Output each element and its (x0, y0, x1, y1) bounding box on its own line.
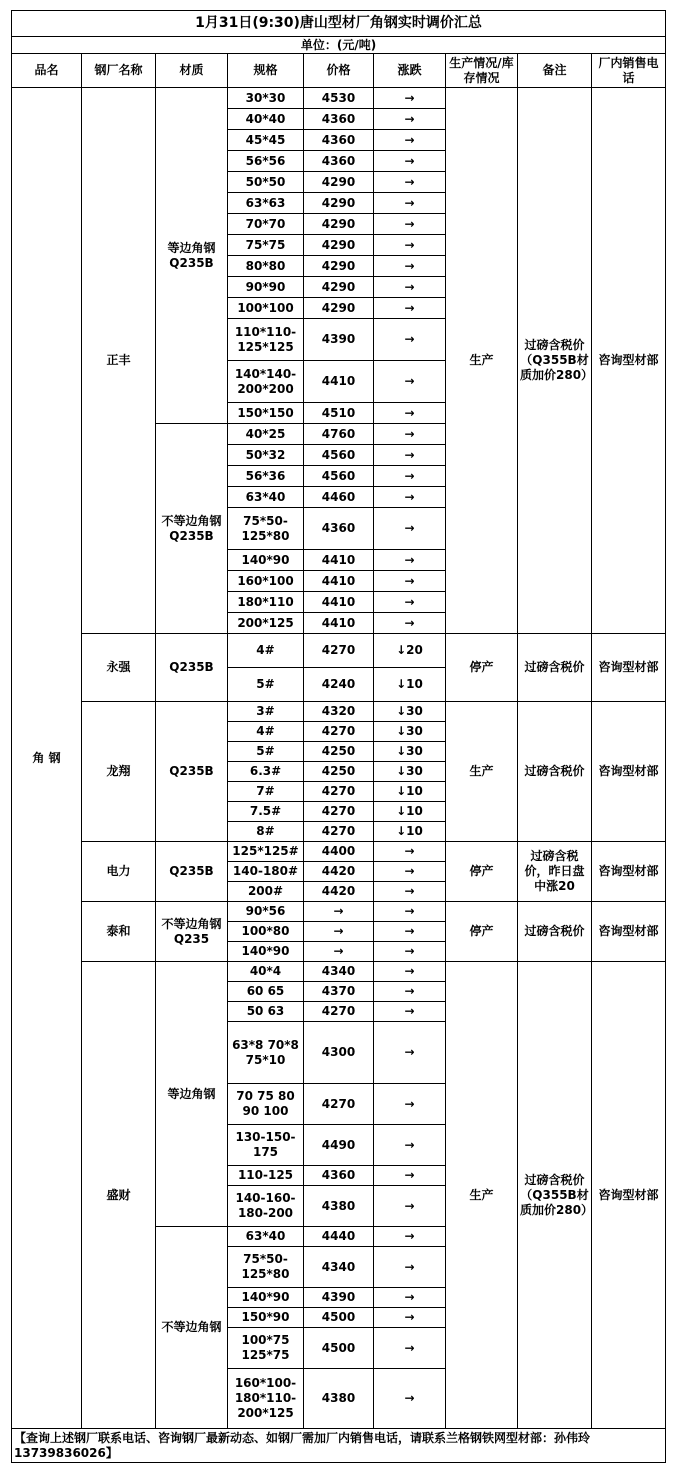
table-row (12, 842, 666, 862)
spec: 4# (228, 722, 304, 742)
change: → (374, 571, 446, 592)
spec: 200# (228, 882, 304, 902)
change: ↓10 (374, 822, 446, 842)
mill-name: 泰和 (82, 902, 156, 962)
change: → (374, 882, 446, 902)
price: 4300 (304, 1022, 374, 1084)
price: 4290 (304, 277, 374, 298)
change: → (374, 922, 446, 942)
unit-row (12, 37, 666, 54)
spec: 70 75 80 90 100 (228, 1084, 304, 1125)
spec: 110-125 (228, 1166, 304, 1186)
price: → (304, 922, 374, 942)
price: 4360 (304, 109, 374, 130)
change: → (374, 1186, 446, 1227)
table-row (12, 962, 666, 982)
change: → (374, 424, 446, 445)
spec: 150*90 (228, 1308, 304, 1328)
price: 4240 (304, 668, 374, 702)
change: ↓30 (374, 762, 446, 782)
spec: 100*75 125*75 (228, 1328, 304, 1369)
mill-name: 龙翔 (82, 702, 156, 842)
price: 4290 (304, 193, 374, 214)
change: ↓10 (374, 802, 446, 822)
price: 4290 (304, 172, 374, 193)
change: → (374, 1002, 446, 1022)
change: ↓30 (374, 702, 446, 722)
column-header: 规格 (228, 54, 304, 88)
price: 4400 (304, 842, 374, 862)
price: 4380 (304, 1186, 374, 1227)
spec: 45*45 (228, 130, 304, 151)
price: 4410 (304, 592, 374, 613)
change: → (374, 942, 446, 962)
spec: 90*56 (228, 902, 304, 922)
price: 4390 (304, 1288, 374, 1308)
price: 4410 (304, 571, 374, 592)
column-header: 钢厂名称 (82, 54, 156, 88)
change: → (374, 1125, 446, 1166)
mill-name: 永强 (82, 634, 156, 702)
spec: 63*8 70*8 75*10 (228, 1022, 304, 1084)
change: → (374, 982, 446, 1002)
spec: 63*40 (228, 1227, 304, 1247)
price: 4390 (304, 319, 374, 361)
sales-phone: 咨询型材部 (592, 962, 666, 1429)
price: 4250 (304, 742, 374, 762)
change: → (374, 1369, 446, 1429)
price: 4340 (304, 1247, 374, 1288)
change: → (374, 403, 446, 424)
spec: 30*30 (228, 88, 304, 109)
spec: 8# (228, 822, 304, 842)
change: → (374, 109, 446, 130)
change: → (374, 1166, 446, 1186)
spec: 5# (228, 668, 304, 702)
spec: 6.3# (228, 762, 304, 782)
spec: 160*100-180*110-200*125 (228, 1369, 304, 1429)
column-header: 材质 (156, 54, 228, 88)
spec: 70*70 (228, 214, 304, 235)
price: 4270 (304, 722, 374, 742)
spec: 200*125 (228, 613, 304, 634)
material: 等边角钢 (156, 962, 228, 1227)
price: 4340 (304, 962, 374, 982)
price: 4410 (304, 613, 374, 634)
change: → (374, 962, 446, 982)
change: → (374, 445, 446, 466)
change: → (374, 214, 446, 235)
spec: 50 63 (228, 1002, 304, 1022)
spec: 100*80 (228, 922, 304, 942)
sales-phone: 咨询型材部 (592, 634, 666, 702)
change: → (374, 151, 446, 172)
price: 4510 (304, 403, 374, 424)
spec: 40*25 (228, 424, 304, 445)
remark: 过磅含税价（Q355B材质加价280） (518, 88, 592, 634)
spec: 80*80 (228, 256, 304, 277)
mill-name: 盛财 (82, 962, 156, 1429)
price: 4440 (304, 1227, 374, 1247)
column-header: 生产情况/库存情况 (446, 54, 518, 88)
material: Q235B (156, 842, 228, 902)
change: ↓30 (374, 742, 446, 762)
change: → (374, 1288, 446, 1308)
price: 4270 (304, 802, 374, 822)
change: → (374, 319, 446, 361)
change: ↓10 (374, 782, 446, 802)
change: → (374, 1022, 446, 1084)
price: 4380 (304, 1369, 374, 1429)
mill-name: 正丰 (82, 88, 156, 634)
remark: 过磅含税价 (518, 634, 592, 702)
spec: 140-160-180-200 (228, 1186, 304, 1227)
spec: 60 65 (228, 982, 304, 1002)
sales-phone: 咨询型材部 (592, 842, 666, 902)
sales-phone: 咨询型材部 (592, 88, 666, 634)
price: 4370 (304, 982, 374, 1002)
price-table (11, 10, 666, 1463)
change: → (374, 1084, 446, 1125)
change: → (374, 1227, 446, 1247)
spec: 3# (228, 702, 304, 722)
product-name: 角 钢 (12, 88, 82, 1429)
change: → (374, 277, 446, 298)
price: 4360 (304, 151, 374, 172)
change: → (374, 1247, 446, 1288)
spec: 4# (228, 634, 304, 668)
sales-phone: 咨询型材部 (592, 902, 666, 962)
column-header: 价格 (304, 54, 374, 88)
change: → (374, 172, 446, 193)
spec: 140*90 (228, 1288, 304, 1308)
production-status: 生产 (446, 88, 518, 634)
spec: 5# (228, 742, 304, 762)
price: 4420 (304, 882, 374, 902)
spec: 130-150-175 (228, 1125, 304, 1166)
price: 4270 (304, 822, 374, 842)
remark: 过磅含税价 (518, 702, 592, 842)
price: 4760 (304, 424, 374, 445)
change: → (374, 193, 446, 214)
price: 4560 (304, 445, 374, 466)
spec: 90*90 (228, 277, 304, 298)
spec: 150*150 (228, 403, 304, 424)
change: → (374, 508, 446, 550)
change: → (374, 130, 446, 151)
material: 不等边角钢 (156, 1227, 228, 1429)
price: 4360 (304, 508, 374, 550)
price: → (304, 902, 374, 922)
spec: 75*75 (228, 235, 304, 256)
change: → (374, 592, 446, 613)
change: ↓10 (374, 668, 446, 702)
price: 4360 (304, 130, 374, 151)
change: → (374, 613, 446, 634)
price: 4410 (304, 361, 374, 403)
column-header: 品名 (12, 54, 82, 88)
price: 4270 (304, 1002, 374, 1022)
change: → (374, 902, 446, 922)
remark: 过磅含税价（Q355B材质加价280） (518, 962, 592, 1429)
change: → (374, 298, 446, 319)
spec: 180*110 (228, 592, 304, 613)
production-status: 生产 (446, 702, 518, 842)
table-row (12, 88, 666, 109)
price: 4290 (304, 256, 374, 277)
material: Q235B (156, 702, 228, 842)
price: 4500 (304, 1328, 374, 1369)
change: → (374, 466, 446, 487)
spec: 40*40 (228, 109, 304, 130)
change: → (374, 487, 446, 508)
spec: 7.5# (228, 802, 304, 822)
spec: 40*4 (228, 962, 304, 982)
remark: 过磅含税价，昨日盘中涨20 (518, 842, 592, 902)
price: 4250 (304, 762, 374, 782)
spec: 75*50-125*80 (228, 508, 304, 550)
spec: 110*110-125*125 (228, 319, 304, 361)
price: 4320 (304, 702, 374, 722)
production-status: 生产 (446, 962, 518, 1429)
spec: 140*90 (228, 550, 304, 571)
spec: 50*50 (228, 172, 304, 193)
price: 4410 (304, 550, 374, 571)
price: 4490 (304, 1125, 374, 1166)
spec: 56*36 (228, 466, 304, 487)
change: → (374, 88, 446, 109)
production-status: 停产 (446, 842, 518, 902)
price: 4290 (304, 235, 374, 256)
spec: 63*40 (228, 487, 304, 508)
change: → (374, 862, 446, 882)
spec: 56*56 (228, 151, 304, 172)
spec: 140*90 (228, 942, 304, 962)
mill-name: 电力 (82, 842, 156, 902)
column-header: 厂内销售电话 (592, 54, 666, 88)
price: 4270 (304, 782, 374, 802)
price: 4530 (304, 88, 374, 109)
table-row (12, 702, 666, 722)
material: Q235B (156, 634, 228, 702)
material: 不等边角钢Q235B (156, 424, 228, 634)
header-row (12, 54, 666, 88)
price: 4500 (304, 1308, 374, 1328)
change: → (374, 842, 446, 862)
spec: 160*100 (228, 571, 304, 592)
change: ↓20 (374, 634, 446, 668)
column-header: 涨跌 (374, 54, 446, 88)
spec: 63*63 (228, 193, 304, 214)
change: → (374, 256, 446, 277)
price: 4420 (304, 862, 374, 882)
title-row (12, 11, 666, 37)
material: 等边角钢Q235B (156, 88, 228, 424)
price: 4290 (304, 214, 374, 235)
spec: 140-180# (228, 862, 304, 882)
change: → (374, 361, 446, 403)
table-row (12, 902, 666, 922)
spec: 140*140-200*200 (228, 361, 304, 403)
column-header: 备注 (518, 54, 592, 88)
table-row (12, 634, 666, 668)
remark: 过磅含税价 (518, 902, 592, 962)
change: → (374, 1328, 446, 1369)
production-status: 停产 (446, 634, 518, 702)
change: → (374, 1308, 446, 1328)
spec: 125*125# (228, 842, 304, 862)
spec: 100*100 (228, 298, 304, 319)
unit-label: 单位：(元/吨) (12, 37, 666, 54)
price: → (304, 942, 374, 962)
change: → (374, 550, 446, 571)
change: ↓30 (374, 722, 446, 742)
price: 4360 (304, 1166, 374, 1186)
page-title: 1月31日(9:30)唐山型材厂角钢实时调价汇总 (12, 11, 666, 37)
price: 4270 (304, 1084, 374, 1125)
production-status: 停产 (446, 902, 518, 962)
price: 4560 (304, 466, 374, 487)
price: 4460 (304, 487, 374, 508)
spec: 7# (228, 782, 304, 802)
footer-note: 【查询上述钢厂联系电话、咨询钢厂最新动态、如钢厂需加厂内销售电话，请联系兰格钢铁网型材部：孙伟玲13739836026】 (12, 1429, 666, 1463)
footer-row (12, 1429, 666, 1463)
material: 不等边角钢Q235 (156, 902, 228, 962)
spec: 75*50-125*80 (228, 1247, 304, 1288)
change: → (374, 235, 446, 256)
price: 4290 (304, 298, 374, 319)
spec: 50*32 (228, 445, 304, 466)
sales-phone: 咨询型材部 (592, 702, 666, 842)
price: 4270 (304, 634, 374, 668)
